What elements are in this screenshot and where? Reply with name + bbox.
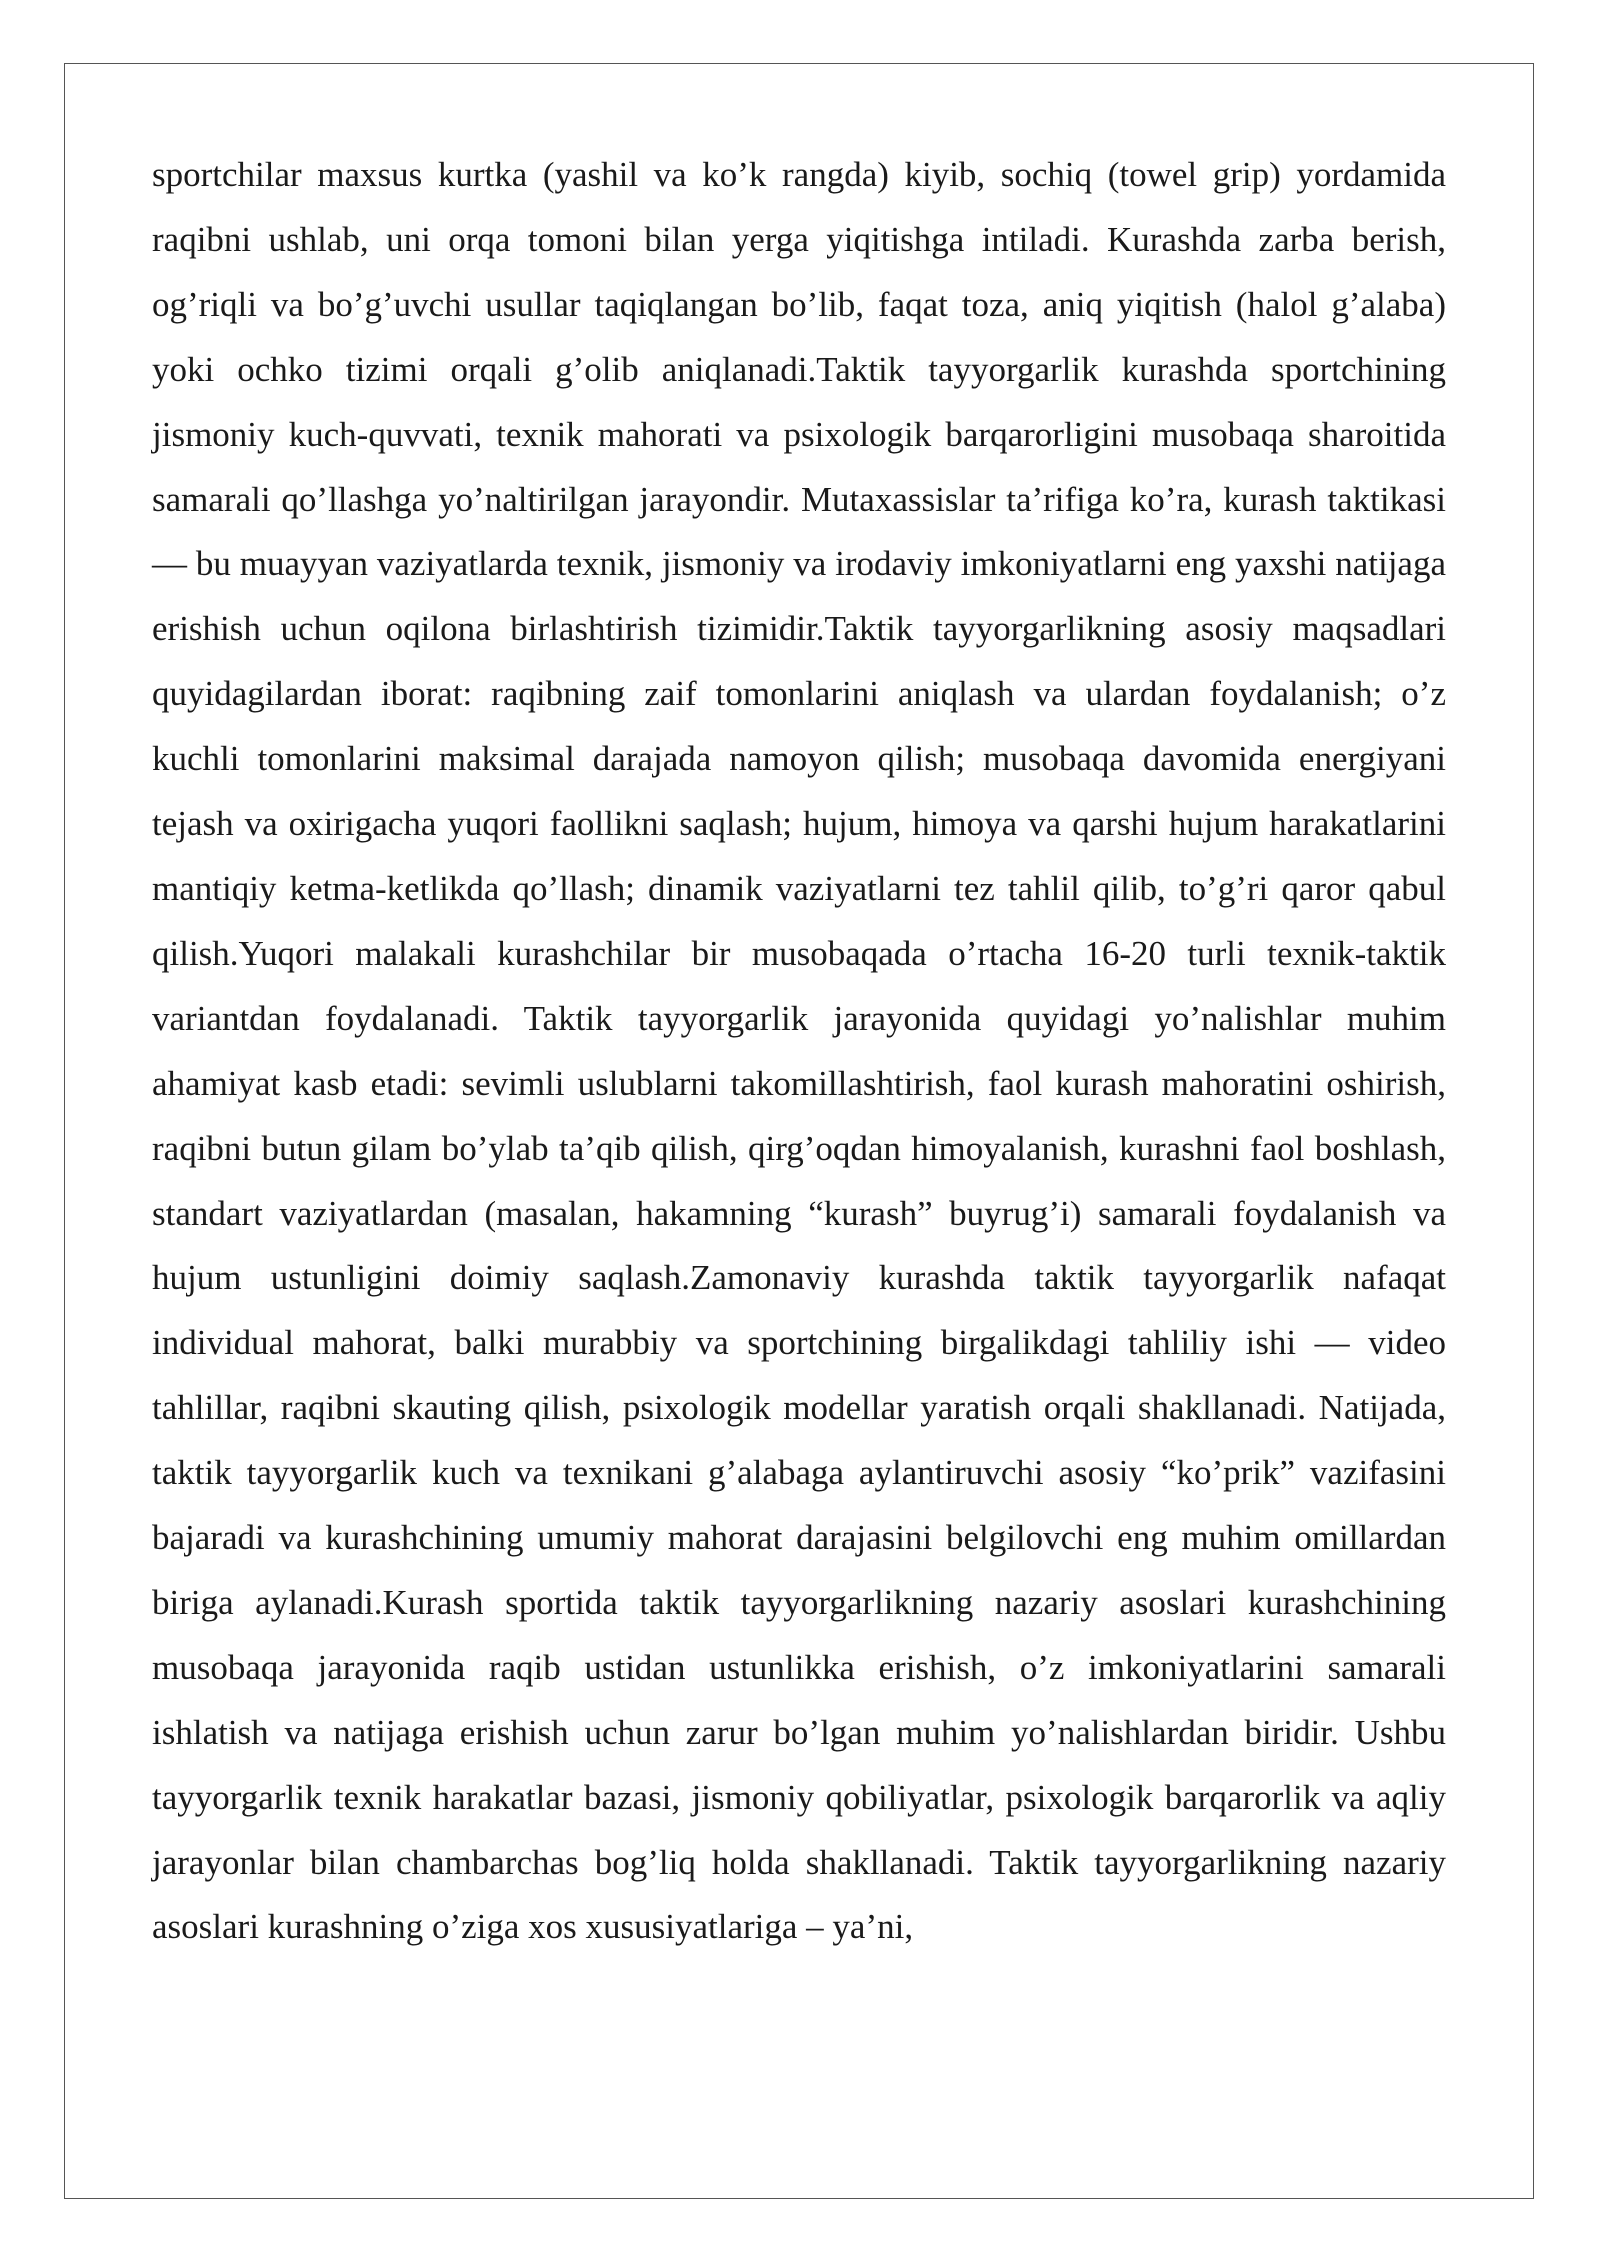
body-paragraph: sportchilar maxsus kurtka (yashil va ko’k rangda) kiyib, sochiq (towel grip) yordamida raqibni ushlab, uni orqa tomoni bilan yerga yiqitishga intiladi. Kurashda zarba berish, og’riqli va bo’g’uvchi usullar taqiqlangan bo’lib, faqat toza, aniq yiqitish (halol g’alaba) yoki ochko tizimi orqali g’olib aniqlanadi.Taktik tayyorgarlik kurashda sportchining jismoniy kuch-quvvati, texnik mahorati va psixologik barqarorligini musobaqa sharoitida samarali qo’llashga yo’naltirilgan jarayondir. Mutaxassislar ta’rifiga ko’ra, kurash taktikasi — bu muayyan vaziyatlarda texnik, jismoniy va irodaviy imkoniyatlarni eng yaxshi natijaga erishish uchun oqilona birlashtirish tizimidir.Taktik tayyorgarlikning asosiy maqsadlari quyidagilardan iborat: raqibning zaif tomonlarini aniqlash va ulardan foydalanish; o’z kuchli tomonlarini maksimal darajada namoyon qilish; musobaqa davomida energiyani tejash va oxirigacha yuqori faollikni saqlash; hujum, himoya va qarshi hujum harakatlarini mantiqiy ketma-ketlikda qo’llash; dinamik vaziyatlarni tez tahlil qilib, to’g’ri qaror qabul qilish.Yuqori malakali kurashchilar bir musobaqada o’rtacha 16-20 turli texnik-taktik variantdan foydalanadi. Taktik tayyorgarlik jarayonida quyidagi yo’nalishlar muhim ahamiyat kasb etadi: sevimli uslublarni takomillashtirish, faol kurash mahoratini oshirish, raqibni butun gilam bo’ylab ta’qib qilish, qirg’oqdan himoyalanish, kurashni faol boshlash, standart vaziyatlardan (masalan, hakamning “kurash” buyrug’i) samarali foydalanish va hujum ustunligini doimiy saqlash.Zamonaviy kurashda taktik tayyorgarlik nafaqat individual mahorat, balki murabbiy va sportchining birgalikdagi tahliliy ishi — video tahlillar, raqibni skauting qilish, psixologik modellar yaratish orqali shakllanadi. Natijada, taktik tayyorgarlik kuch va texnikani g’alabaga aylantiruvchi asosiy “ko’prik” vazifasini bajaradi va kurashchining umumiy mahorat darajasini belgilovchi eng muhim omillardan biriga aylanadi.Kurash sportida taktik tayyorgarlikning nazariy asoslari kurashchining musobaqa jarayonida raqib ustidan ustunlikka erishish, o’z imkoniyatlarini samarali ishlatish va natijaga erishish uchun zarur bo’lgan muhim yo’nalishlardan biridir. Ushbu tayyorgarlik texnik harakatlar bazasi, jismoniy qobiliyatlar, psixologik barqarorlik va aqliy jarayonlar bilan chambarchas bog’liq holda shakllanadi. Taktik tayyorgarlikning nazariy asoslari kurashning o’ziga xos xususiyatlariga – ya’ni,	[152, 155, 1446, 1947]
